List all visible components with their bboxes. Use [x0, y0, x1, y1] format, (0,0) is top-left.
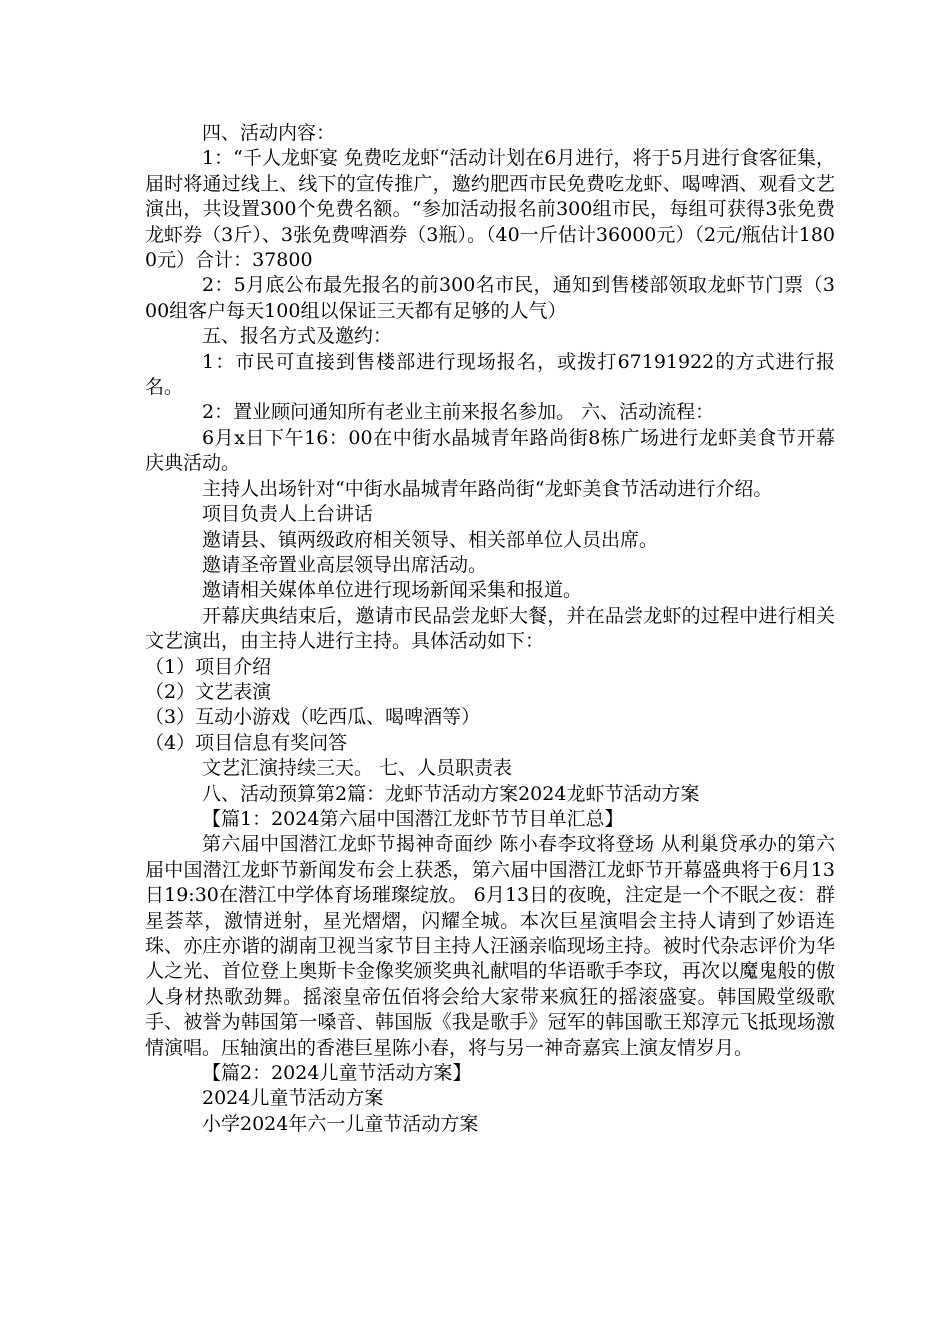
paragraph: 1：市民可直接到售楼部进行现场报名，或拨打67191922的方式进行报名。 — [145, 350, 835, 399]
list-item: （1）项目介绍 — [145, 655, 272, 678]
list-item: （4）项目信息有奖问答 — [145, 731, 348, 754]
paragraph: 邀请相关媒体单位进行现场新闻采集和报道。 — [202, 579, 583, 602]
paragraph: 项目负责人上台讲话 — [202, 503, 374, 526]
paragraph: 2：置业顾问通知所有老业主前来报名参加。 六、活动流程： — [202, 401, 715, 424]
list-item: （3）互动小游戏（吃西瓜、喝啤酒等） — [145, 706, 481, 729]
article-heading: 【篇2：2024儿童节活动方案】 — [202, 1062, 472, 1085]
paragraph: 第六届中国潜江龙虾节揭神奇面纱 陈小春李玟将登场 从利巢贷承办的第六届中国潜江龙虾节新闻发布会上获悉，第六届中国潜江龙虾节开幕盛典将于6月13日19:30在潜江中学体育场璀璨绽放。 6月13日的夜晚，注定是一个不眠之夜：群星荟萃，激情迸射，星光熠熠，闪耀全城。本次巨星演唱会主持人请到了妙语连珠、亦庄亦谐的湖南卫视当家节目主持人汪涵亲临现场主持。被时代杂志评价为华人之光、首位登上奥斯卡金像奖颁奖典礼献唱的华语歌手李玟，再次以魔鬼般的傲人身材热歌劲舞。摇滚皇帝伍佰将会给大家带来疯狂的摇滚盛宴。韩国殿堂级歌手、被誉为韩国第一嗓音、韩国版《我是歌手》冠军的韩国歌王郑淳元飞抵现场激情演唱。压轴演出的香港巨星陈小春，将与另一神奇嘉宾上演友情岁月。 — [145, 833, 835, 1059]
section-heading-content: 四、活动内容： — [202, 122, 336, 144]
paragraph: 邀请县、镇两级政府相关领导、相关部单位人员出席。 — [202, 528, 659, 551]
paragraph: 邀请圣帝置业高层领导出席活动。 — [202, 553, 488, 576]
paragraph: 文艺汇演持续三天。 七、人员职责表 — [202, 757, 513, 780]
paragraph: 小学2024年六一儿童节活动方案 — [202, 1112, 479, 1135]
paragraph: 6月x日下午16：00在中街水晶城青年路尚街8栋广场进行龙虾美食节开幕庆典活动。 — [145, 426, 835, 475]
paragraph: 2：5月底公布最先报名的前300名市民，通知到售楼部领取龙虾节门票（300组客户每天100组以保证三天都有足够的人气） — [145, 274, 835, 322]
section-heading-registration: 五、报名方式及邀约： — [202, 325, 393, 348]
document-body — [145, 121, 835, 1137]
list-item: （2）文艺表演 — [145, 680, 272, 703]
paragraph: 主持人出场针对“中街水晶城青年路尚街“龙虾美食节活动进行介绍。 — [202, 477, 773, 500]
paragraph: 1：“千人龙虾宴 免费吃龙虾“活动计划在6月进行，将于5月进行食客征集，届时将通过线上、线下的宣传推广，邀约肥西市民免费吃龙虾、喝啤酒、观看文艺演出，共设置300个免费名额。“参加活动报名前300组市民，每组可获得3张免费龙虾券（3斤）、3张免费啤酒券（3瓶）。（40一斤估计36000元）（2元/瓶估计1800元）合计：37800 — [145, 147, 835, 272]
paragraph: 八、活动预算第2篇：龙虾节活动方案2024龙虾节活动方案 — [202, 782, 700, 805]
paragraph: 2024儿童节活动方案 — [202, 1087, 384, 1110]
paragraph: 开幕庆典结束后，邀请市民品尝龙虾大餐，并在品尝龙虾的过程中进行相关文艺演出，由主持人进行主持。具体活动如下： — [145, 604, 835, 653]
article-heading: 【篇1：2024第六届中国潜江龙虾节节目单汇总】 — [202, 807, 624, 830]
